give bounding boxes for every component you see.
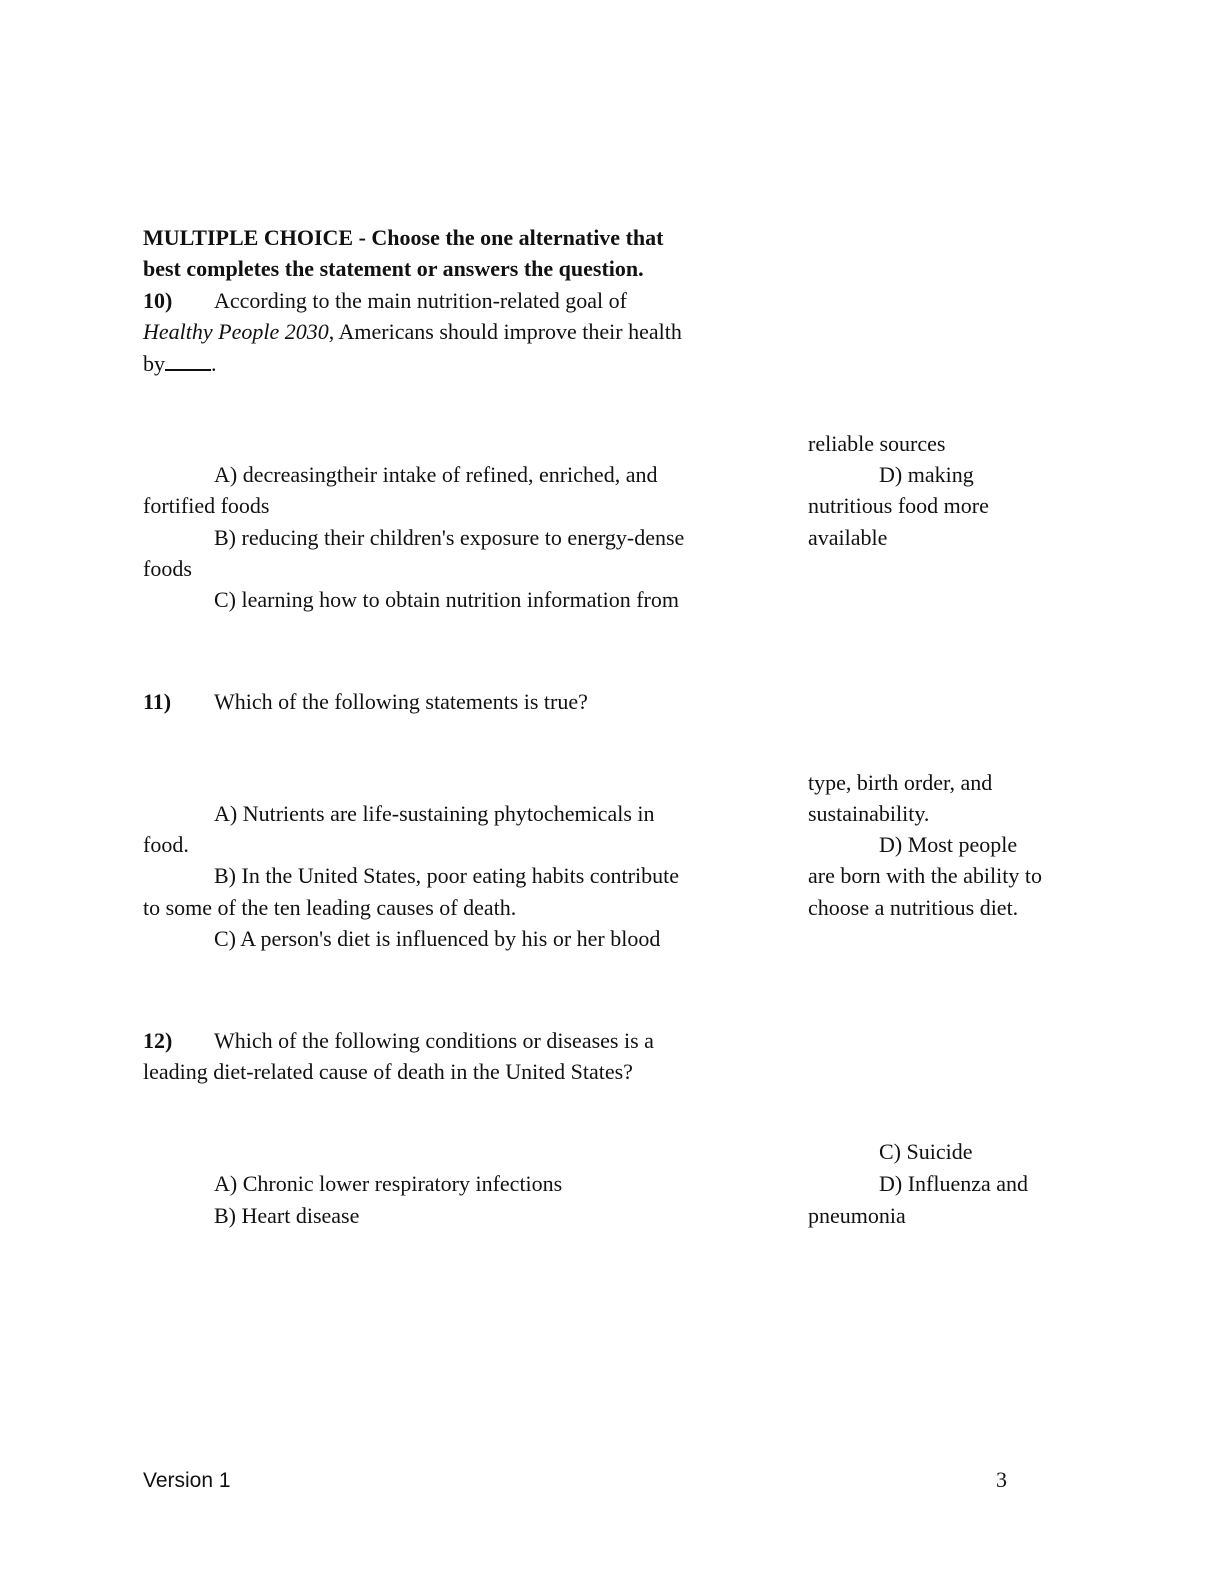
q10-option-c-continuation: reliable sources	[808, 431, 946, 456]
q10-option-c: C) learning how to obtain nutrition information from	[214, 587, 679, 612]
question-10-stem-line-3	[143, 348, 217, 379]
question-10-number: 10)	[143, 288, 173, 313]
q11-option-b: B) In the United States, poor eating habits contribute	[214, 863, 679, 888]
question-10-stem-line-2	[143, 316, 682, 347]
q12-option-c: C) Suicide	[879, 1139, 973, 1164]
q11-option-d-line-3: choose a nutritious diet.	[808, 895, 1019, 920]
question-12-number: 12)	[143, 1028, 173, 1053]
q10-option-d: D) making	[879, 462, 974, 487]
q10-option-b-line-2: foods	[143, 556, 192, 581]
instructions-line-2: best completes the statement or answers the question.	[143, 256, 644, 281]
question-11-number: 11)	[143, 689, 172, 714]
page-number: 3	[996, 1467, 1007, 1492]
answer-blank	[165, 351, 211, 371]
q11-option-d-line-2: are born with the ability to	[808, 863, 1042, 888]
q12-option-a: A) Chronic lower respiratory infections	[214, 1171, 563, 1196]
q10-option-d-line-2: nutritious food more	[808, 493, 989, 518]
q11-option-d: D) Most people	[879, 832, 1018, 857]
question-10-stem-by: by	[143, 351, 165, 376]
q11-option-c-continuation-1: type, birth order, and	[808, 770, 993, 795]
q12-option-d: D) Influenza and	[879, 1171, 1029, 1196]
question-10-stem-line-2-rest: , Americans should improve their health	[328, 319, 682, 344]
q10-option-a: A) decreasingtheir intake of refined, enriched, and	[214, 462, 658, 487]
question-10-stem-period: .	[211, 351, 217, 376]
q12-option-d-line-2: pneumonia	[808, 1203, 906, 1228]
question-11-stem: Which of the following statements is true?	[214, 689, 588, 714]
q10-option-d-line-3: available	[808, 525, 888, 550]
q11-option-a: A) Nutrients are life-sustaining phytochemicals in	[214, 801, 655, 826]
q11-option-c-continuation-2: sustainability.	[808, 801, 930, 826]
healthy-people-title: Healthy People 2030	[143, 319, 329, 344]
q10-option-b: B) reducing their children's exposure to energy-dense	[214, 525, 685, 550]
question-10-stem-line-1: According to the main nutrition-related goal of	[214, 288, 627, 313]
instructions-line-1: MULTIPLE CHOICE - Choose the one alternative that	[143, 225, 664, 250]
q11-option-c: C) A person's diet is influenced by his or her blood	[214, 926, 661, 951]
question-12-stem-line-2: leading diet-related cause of death in the United States?	[143, 1059, 633, 1084]
q11-option-b-line-2: to some of the ten leading causes of death.	[143, 895, 517, 920]
q11-option-a-line-2: food.	[143, 832, 189, 857]
q12-option-b: B) Heart disease	[214, 1203, 360, 1228]
question-12-stem-line-1: Which of the following conditions or diseases is a	[214, 1028, 654, 1053]
version-label: Version 1	[143, 1469, 231, 1492]
q10-option-a-line-2: fortified foods	[143, 493, 270, 518]
